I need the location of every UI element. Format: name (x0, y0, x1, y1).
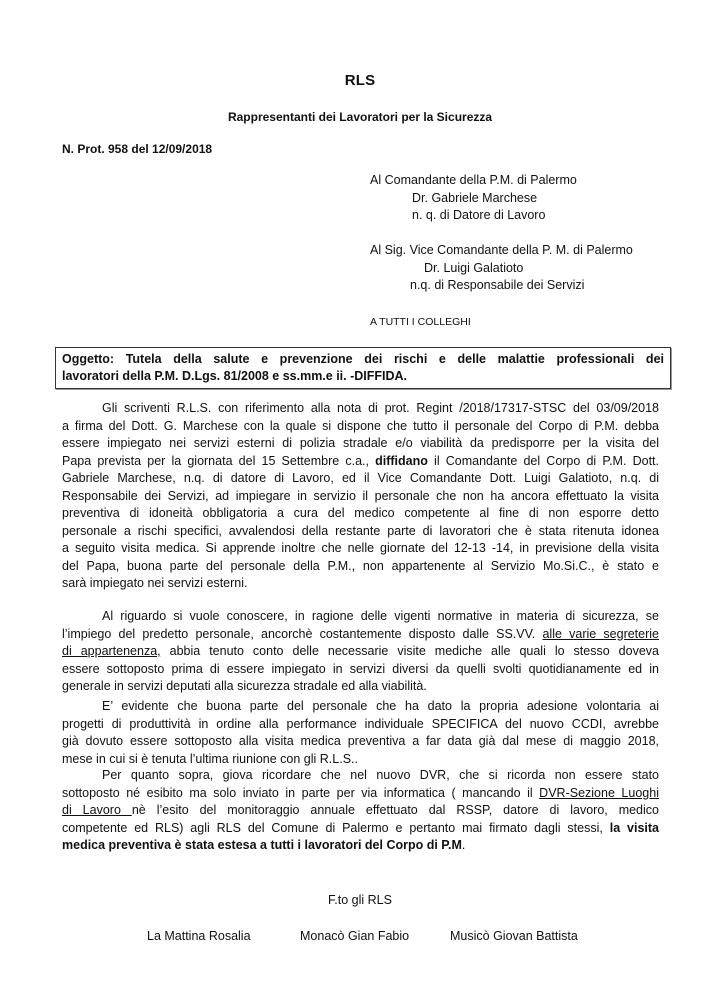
text: sottoposto né esibito ma solo inviato in parte per via informatica ( mancando il (62, 785, 540, 800)
text: abbia tenuto conto delle necessarie visite mediche alle quali lo stesso doveva (160, 644, 659, 658)
p2-line (62, 626, 659, 644)
recipient-block-2 (370, 242, 633, 295)
text: l’impiego del predetto personale, ancorchè costantemente disposto dalle SS.VV. (62, 626, 543, 641)
recipient-1-line-2: Dr. Gabriele Marchese (412, 190, 538, 205)
paragraph-1 (62, 400, 659, 593)
p4-line (62, 837, 659, 855)
recipient-2-line-2: Dr. Luigi Galatioto (424, 260, 524, 275)
bold-text: medica preventiva è stata estesa a tutti i lavoratori del Corpo di P.M (62, 838, 462, 852)
underlined-text: di Lavoro (62, 803, 132, 817)
p1-line: Responsabile dei Servizi, ad impiegare in servizio il personale che non ha ancora effettuato la visita (62, 488, 659, 503)
recipient-block-1 (370, 172, 577, 225)
document-subtitle: Rappresentanti dei Lavoratori per la Sicurezza (227, 110, 493, 124)
p1-line: a seguito visita medica. Si apprende inoltre che nelle giornate del 12-13 -14, in previsione della visita (62, 541, 659, 555)
p4-line (62, 802, 659, 820)
recipient-2-line-1: Al Sig. Vice Comandante della P. M. di Palermo (370, 243, 633, 257)
p3-line: mese in cui si è tenuta l’ultima riunione con gli R.L.S.. (62, 751, 358, 766)
p1-line: personale a rischi specifici, avvalendosi della restante parte di lavoratori che è stata ritenuta idonea (62, 523, 659, 538)
p3-line: già dovuto essere sottoposto alla visita medica preventiva a far data già dal mese di maggio 2018, (62, 734, 659, 748)
subject-box (55, 347, 671, 389)
signature-label: F.to gli RLS (328, 893, 392, 907)
document-title: RLS (344, 72, 376, 89)
p1-line: Gli scriventi R.L.S. con riferimento alla nota di prot. Regint /2018/17317-STSC del 03/09/2018 (102, 401, 659, 415)
p3-line: E’ evidente che buona parte del personale che ha dato la propria adesione volontaria ai (102, 699, 659, 713)
p1-line: a firma del Dott. G. Marchese con la quale si dispone che tutto il personale del Corpo di P.M. debba (62, 418, 659, 433)
subject-line-2: lavoratori della P.M. D.Lgs. 81/2008 e ss.mm.e ii. -DIFFIDA. (62, 369, 408, 383)
paragraph-4 (62, 767, 659, 855)
p4-line: Per quanto sopra, giova ricordare che nel nuovo DVR, che si ricorda non essere stato (102, 768, 659, 782)
p4-line (62, 820, 659, 838)
p1-line (62, 453, 659, 471)
p2-line: essere sottoposto prima di essere impiegato in servizi diversi da quelli svolti quotidianamente ed in (62, 661, 659, 676)
signatory-name: La Mattina Rosalia (147, 929, 251, 943)
p1-line: essere impiegato nei servizi esterni di polizia stradale e/o viabilità da predisporre per la visita del (62, 436, 659, 450)
paragraph-2 (62, 608, 659, 696)
recipient-2-line-3: n.q. di Responsabile dei Servizi (410, 278, 585, 292)
cc-all-colleagues: A TUTTI I COLLEGHI (370, 316, 471, 328)
p4-line (62, 785, 659, 803)
p2-line (62, 643, 659, 661)
underlined-text: DVR-Sezione Luoghi (539, 785, 659, 800)
p3-line: progetti di produttività in ordine alla performance individuale SPECIFICA del nuovo CCDI, avrebbe (62, 716, 659, 731)
text: . (461, 838, 466, 852)
p2-line: Al riguardo si vuole conoscere, in ragione delle vigenti normative in materia di sicurezza, se (102, 609, 659, 623)
signatory-name: Monacò Gian Fabio (300, 929, 410, 943)
p1-line: preventiva di idoneità obbligatoria a cura del medico competente al fine di non esporre detto (62, 506, 659, 520)
text: il Comandante del Corpo di P.M. Dott. (427, 453, 659, 468)
subject-line-1: Oggetto: Tutela della salute e prevenzione dei rischi e delle malattie professionali dei (62, 352, 664, 366)
underlined-text: alle varie segreterie (542, 626, 659, 641)
text: nè l’esito del monitoraggio annuale effettuato dal RSSP, datore di lavoro, medico (131, 803, 659, 817)
p1-line: del Papa, buona parte del personale della P.M., non appartenente al Servizio Mo.Si.C., è stato e (62, 558, 659, 573)
signatory-name: Musicò Giovan Battista (450, 929, 578, 943)
p1-line: sarà impiegato nei servizi esterni. (62, 576, 248, 590)
recipient-1-line-1: Al Comandante della P.M. di Palermo (370, 173, 577, 187)
bold-text: la visita (609, 820, 659, 835)
paragraph-3 (62, 698, 659, 768)
text: competente ed RLS) agli RLS del Comune di Palermo e pertanto mai firmato dagli stessi, (62, 820, 610, 835)
text: Papa prevista per la giornata del 15 Settembre c.a., (62, 453, 376, 468)
p1-line: Gabriele Marchese, n.q. di datore di Lavoro, ed il Vice Comandante Dott. Luigi Galatioto, n.q. di (62, 471, 659, 485)
protocol-number: N. Prot. 958 del 12/09/2018 (62, 142, 213, 156)
bold-diffidano: diffidano (375, 453, 428, 468)
recipient-1-line-3: n. q. di Datore di Lavoro (412, 208, 546, 222)
underlined-text: di appartenenza, (62, 644, 161, 658)
p2-line: generale in servizi deputati alla sicurezza stradale ed alla viabilità. (62, 679, 427, 693)
